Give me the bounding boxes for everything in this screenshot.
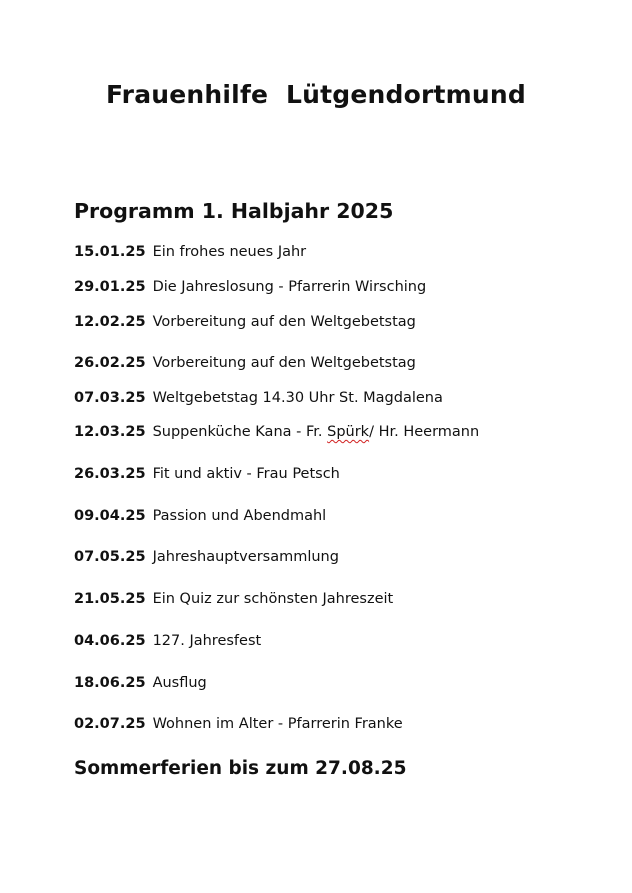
spellcheck-flagged-word: Spürk (327, 424, 370, 440)
event-item (74, 547, 339, 567)
event-date: 26.03.25 (74, 466, 146, 482)
event-item (74, 506, 326, 526)
event-item (74, 353, 416, 373)
event-description (153, 424, 480, 440)
program-heading: Programm 1. Halbjahr 2025 (74, 199, 394, 223)
event-description: Vorbereitung auf den Weltgebetstag (152, 314, 416, 330)
event-date: 29.01.25 (74, 279, 146, 295)
event-item (74, 277, 426, 297)
event-description: Passion und Abendmahl (152, 508, 327, 524)
event-date: 18.06.25 (74, 675, 146, 691)
event-item (74, 589, 393, 609)
event-item (74, 242, 306, 262)
event-date: 02.07.25 (74, 716, 146, 732)
event-description: Ausflug (152, 675, 207, 691)
event-description: Fit und aktiv - Frau Petsch (152, 466, 340, 482)
event-item (74, 312, 416, 332)
event-item (74, 714, 403, 734)
event-date: 09.04.25 (74, 508, 146, 524)
event-item (74, 388, 443, 408)
event-date: 12.02.25 (74, 314, 146, 330)
event-description-part: Suppenküche Kana - Fr. (152, 424, 328, 440)
document-title: Frauenhilfe Lütgendortmund (105, 80, 527, 109)
event-description: 127. Jahresfest (152, 633, 262, 649)
summer-break-note: Sommerferien bis zum 27.08.25 (74, 758, 407, 779)
event-description: Jahreshauptversammlung (152, 549, 339, 565)
event-description: Wohnen im Alter - Pfarrerin Franke (152, 716, 403, 732)
event-item (74, 631, 261, 651)
event-description: Vorbereitung auf den Weltgebetstag (152, 355, 416, 371)
event-description: Ein frohes neues Jahr (152, 244, 307, 260)
event-date: 12.03.25 (74, 424, 146, 440)
event-date: 26.02.25 (74, 355, 146, 371)
event-description: Die Jahreslosung - Pfarrerin Wirsching (152, 279, 427, 295)
event-date: 04.06.25 (74, 633, 146, 649)
event-item (74, 422, 479, 442)
event-date: 07.05.25 (74, 549, 146, 565)
event-description: Ein Quiz zur schönsten Jahreszeit (152, 591, 394, 607)
event-description: Weltgebetstag 14.30 Uhr St. Magdalena (152, 390, 443, 406)
event-description-part: / Hr. Heermann (369, 424, 480, 440)
event-date: 21.05.25 (74, 591, 146, 607)
event-item (74, 464, 340, 484)
event-item (74, 673, 207, 693)
event-date: 07.03.25 (74, 390, 146, 406)
event-date: 15.01.25 (74, 244, 146, 260)
